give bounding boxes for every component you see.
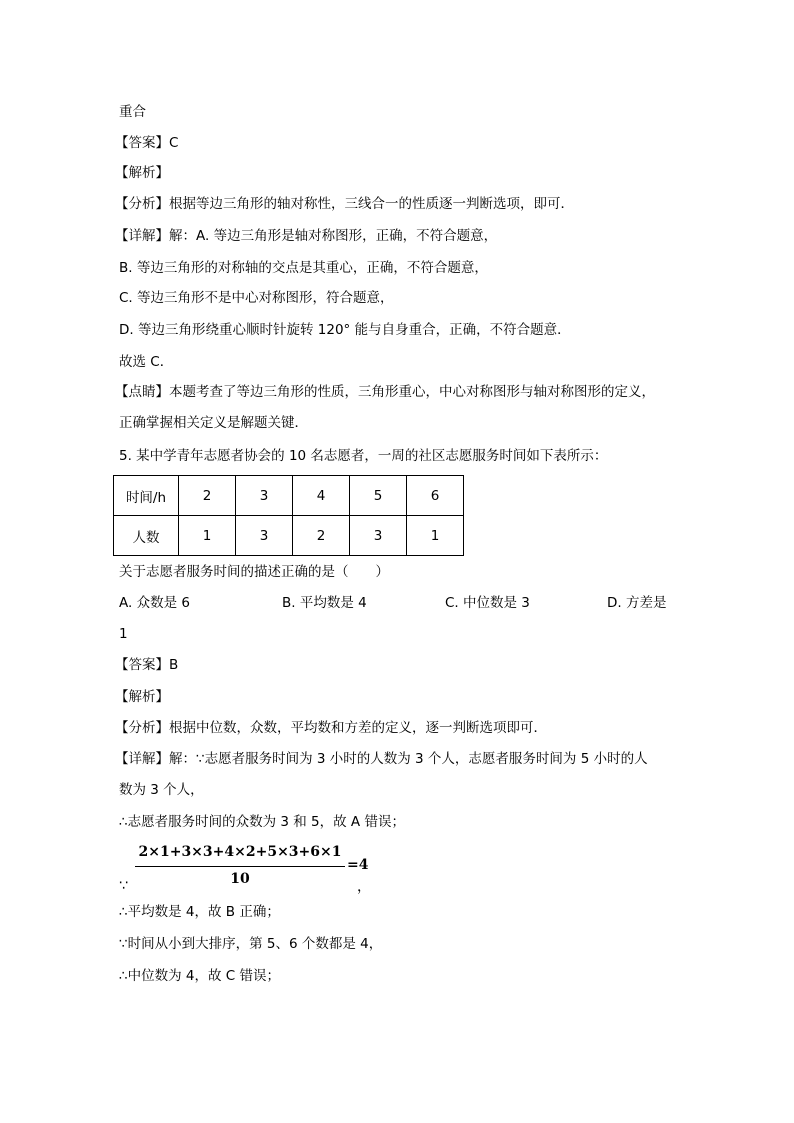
formula-comma: ， xyxy=(357,879,371,895)
table-cell: 4 xyxy=(293,476,350,516)
text-line: ∴中位数为 4，故 C 错误； xyxy=(119,968,280,984)
analysis-fenxi: 【分析】根据等边三角形的轴对称性，三线合一的性质逐一判断选项，即可． xyxy=(115,196,574,212)
table-cell: 2 xyxy=(293,516,350,556)
table-cell: 6 xyxy=(407,476,464,516)
text-line: ∴志愿者服务时间的众数为 3 和 5，故 A 错误； xyxy=(119,814,405,830)
analysis-heading: 【解析】 xyxy=(115,689,169,705)
table-cell: 3 xyxy=(350,516,407,556)
text-line: ∴平均数是 4，故 B 正确； xyxy=(119,904,280,920)
formula-denominator: 10 xyxy=(230,871,250,887)
table-row xyxy=(114,516,464,556)
question-text: 关于志愿者服务时间的描述正确的是（ ） xyxy=(119,564,389,580)
table-cell: 5 xyxy=(350,476,407,516)
option-b: B. 平均数是 4 xyxy=(282,595,367,611)
formula-numerator: 2×1+3×3+4×2+5×3+6×1 xyxy=(138,844,342,860)
formula-result: =4 xyxy=(347,857,369,873)
text-line: 数为 3 个人， xyxy=(119,782,204,798)
text-line: 正确掌握相关定义是解题关键． xyxy=(119,415,308,431)
text-line: 重合 xyxy=(119,104,146,120)
table-cell: 人数 xyxy=(114,516,179,556)
answer-line: 【答案】B xyxy=(115,657,179,673)
fraction-bar xyxy=(135,866,345,867)
analysis-xiangjie: 【详解】解：A. 等边三角形是轴对称图形，正确，不符合题意， xyxy=(115,228,498,244)
table-cell: 2 xyxy=(179,476,236,516)
analysis-fenxi: 【分析】根据中位数，众数，平均数和方差的定义，逐一判断选项即可． xyxy=(115,720,547,736)
text-line: B. 等边三角形的对称轴的交点是其重心，正确，不符合题意， xyxy=(119,260,488,276)
service-time-table xyxy=(113,475,464,556)
answer-line: 【答案】C xyxy=(115,135,179,151)
table-cell: 时间/h xyxy=(114,476,179,516)
option-a: A. 众数是 6 xyxy=(119,595,190,611)
table-cell: 1 xyxy=(179,516,236,556)
table-row xyxy=(114,476,464,516)
question-stem: 5. 某中学青年志愿者协会的 10 名志愿者，一周的社区志愿服务时间如下表所示： xyxy=(119,448,608,464)
option-d: D. 方差是 xyxy=(607,595,667,611)
option-d-wrap: 1 xyxy=(119,626,128,642)
table-cell: 3 xyxy=(236,516,293,556)
text-line: C. 等边三角形不是中心对称图形，符合题意， xyxy=(119,290,394,306)
table-cell: 1 xyxy=(407,516,464,556)
analysis-xiangjie: 【详解】解：∵志愿者服务时间为 3 小时的人数为 3 个人，志愿者服务时间为 5 小时的人 xyxy=(115,751,648,767)
option-c: C. 中位数是 3 xyxy=(445,595,530,611)
analysis-heading: 【解析】 xyxy=(115,165,169,181)
text-line: 故选 C． xyxy=(119,354,174,370)
because-symbol: ∵ xyxy=(119,878,128,894)
text-line: D. 等边三角形绕重心顺时针旋转 120° 能与自身重合，正确，不符合题意． xyxy=(119,322,571,338)
table-cell: 3 xyxy=(236,476,293,516)
text-line: ∵时间从小到大排序，第 5、6 个数都是 4， xyxy=(119,936,383,952)
dianjing-line: 【点睛】本题考查了等边三角形的性质，三角形重心，中心对称图形与轴对称图形的定义， xyxy=(115,384,655,400)
